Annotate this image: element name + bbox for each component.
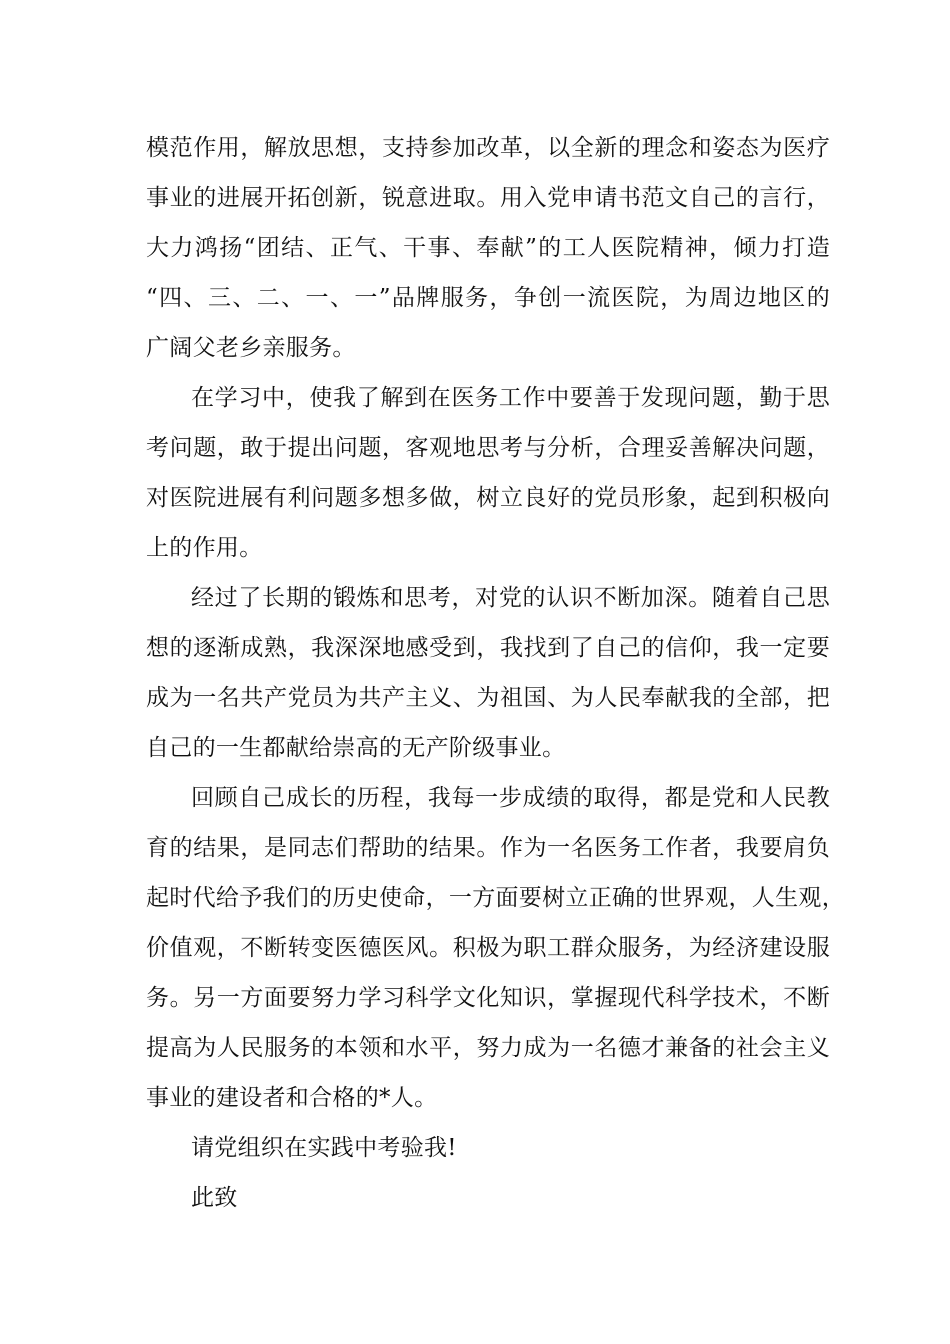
paragraph-4-line-4: 价值观，不断转变医德医风。积极为职工群众服务，为经济建设服 xyxy=(146,935,830,961)
paragraph-1-line-5: 广阔父老乡亲服务。 xyxy=(146,335,356,361)
letter-body xyxy=(146,123,845,1223)
paragraph-4-line-3: 起时代给予我们的历史使命，一方面要树立正确的世界观，人生观， xyxy=(146,885,845,911)
closing-request: 请党组织在实践中考验我! xyxy=(191,1135,457,1161)
paragraph-3-line-4: 自己的一生都献给崇高的无产阶级事业。 xyxy=(146,735,566,761)
paragraph-3-line-2: 想的逐渐成熟，我深深地感受到，我找到了自己的信仰，我一定要 xyxy=(146,635,830,661)
paragraph-3-line-1: 经过了长期的锻炼和思考，对党的认识不断加深。随着自己思 xyxy=(191,585,830,611)
closing-salutation: 此致 xyxy=(191,1185,238,1211)
paragraph-1-line-4: “四、三、二、一、一”品牌服务，争创一流医院，为周边地区的 xyxy=(146,285,830,311)
paragraph-1-line-1: 模范作用，解放思想，支持参加改革，以全新的理念和姿态为医疗 xyxy=(146,135,830,161)
paragraph-4-line-1: 回顾自己成长的历程，我每一步成绩的取得，都是党和人民教 xyxy=(191,785,830,811)
paragraph-3-line-3: 成为一名共产党员为共产主义、为祖国、为人民奉献我的全部，把 xyxy=(146,685,830,711)
paragraph-1-line-3: 大力鸿扬“团结、正气、干事、奉献”的工人医院精神，倾力打造 xyxy=(146,235,830,261)
paragraph-4-line-7: 事业的建设者和合格的*人。 xyxy=(146,1085,438,1111)
paragraph-4-line-5: 务。另一方面要努力学习科学文化知识，掌握现代科学技术，不断 xyxy=(146,985,830,1011)
paragraph-2-line-1: 在学习中，使我了解到在医务工作中要善于发现问题，勤于思 xyxy=(191,385,830,411)
paragraph-2-line-2: 考问题，敢于提出问题，客观地思考与分析，合理妥善解决问题， xyxy=(146,435,830,461)
paragraph-2-line-3: 对医院进展有利问题多想多做，树立良好的党员形象，起到积极向 xyxy=(146,485,830,511)
paragraph-2-line-4: 上的作用。 xyxy=(146,535,263,561)
paragraph-1-line-2: 事业的进展开拓创新，锐意进取。用入党申请书范文自己的言行， xyxy=(146,185,830,211)
paragraph-4-line-6: 提高为人民服务的本领和水平，努力成为一名德才兼备的社会主义 xyxy=(146,1035,830,1061)
paragraph-4-line-2: 育的结果，是同志们帮助的结果。作为一名医务工作者，我要肩负 xyxy=(146,835,830,861)
